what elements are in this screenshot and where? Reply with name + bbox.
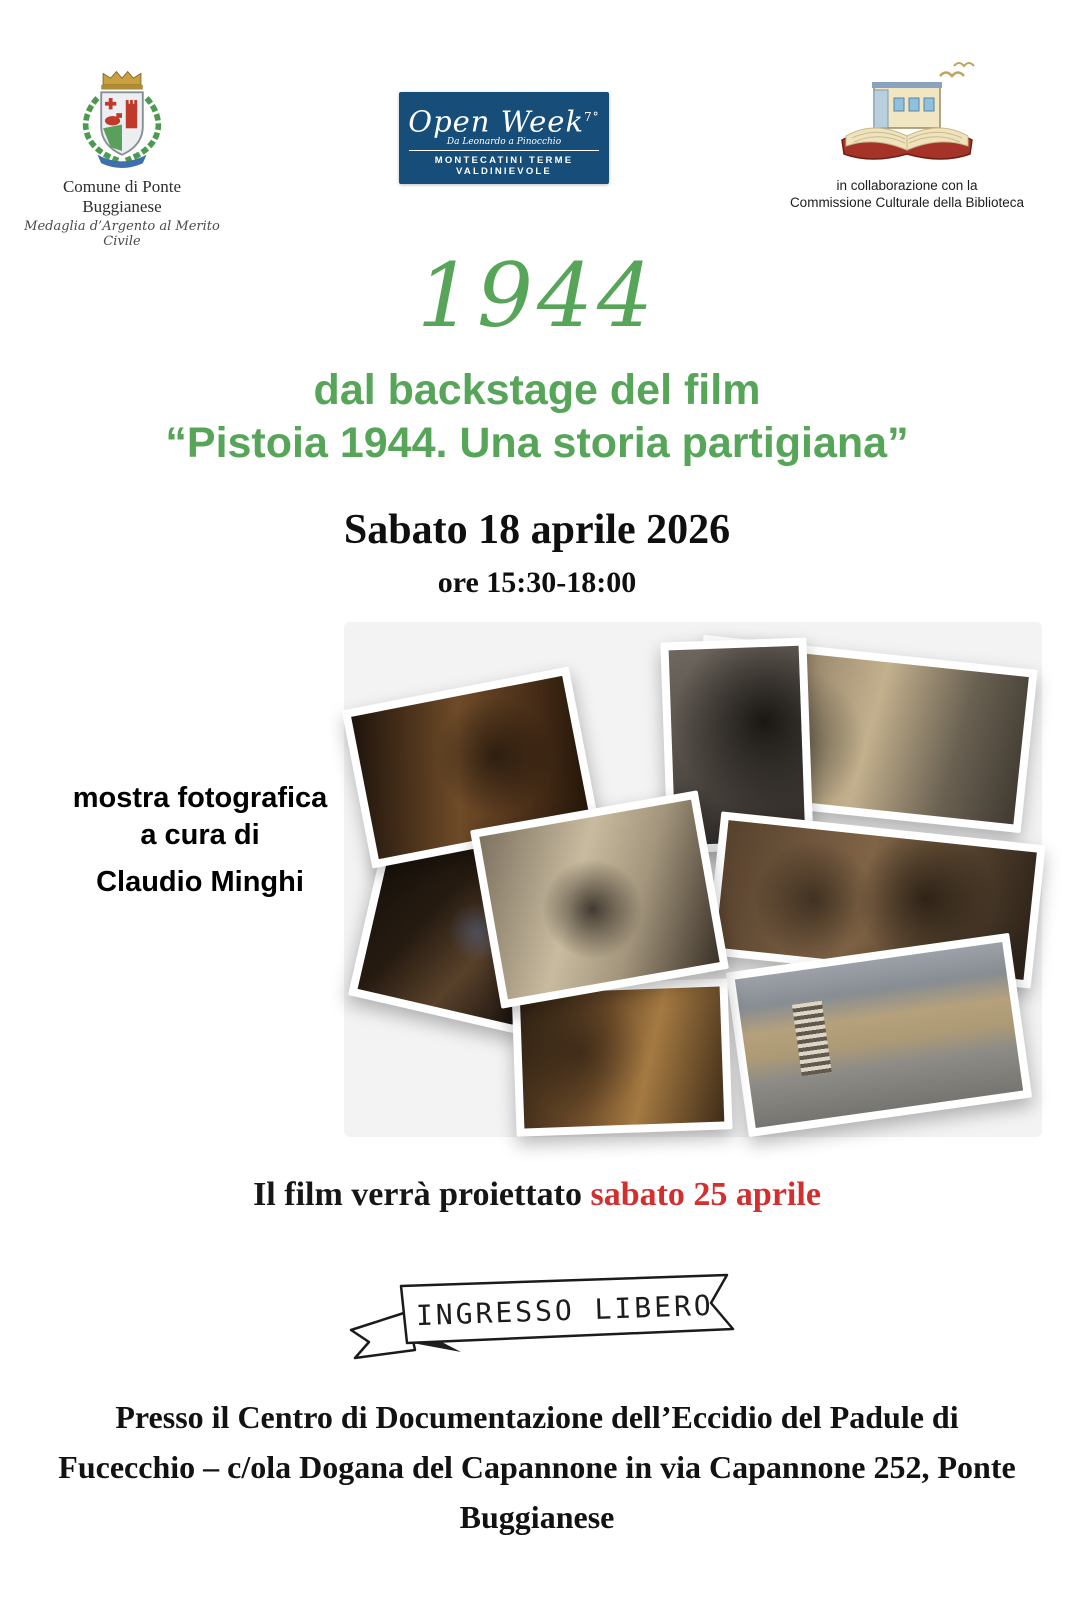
biblioteca-line2: Commissione Culturale della Biblioteca: [789, 195, 1025, 210]
comune-logo-block: [22, 64, 222, 249]
headline-line1: dal backstage del film: [313, 366, 761, 414]
open-week-subtitle: Da Leonardo a Pinocchio: [446, 136, 562, 147]
free-entry-label: INGRESSO LIBERO: [415, 1288, 715, 1333]
event-time: ore 15:30-18:00: [437, 566, 637, 599]
photo-tavern-clapperboard-image: [520, 987, 725, 1129]
free-entry-banner: [335, 1270, 745, 1365]
exhibit-curator: Claudio Minghi: [96, 866, 304, 898]
photo-piazza-pistoia: [726, 933, 1032, 1137]
ribbon-banner-icon: [335, 1270, 745, 1365]
open-week-band: MONTECATINI TERME VALDINIEVOLE: [434, 154, 574, 177]
open-week-divider: [409, 150, 599, 151]
venue-line2: Fucecchio – c/ola Dogana del Capannone in via Capannone 252, Ponte: [58, 1449, 1016, 1485]
screening-date: sabato 25 aprile: [590, 1176, 821, 1213]
venue-line3: Buggianese: [459, 1499, 615, 1535]
biblioteca-line1: in collaborazione con la: [836, 178, 978, 193]
headline-line2: “Pistoia 1944. Una storia partigiana”: [165, 419, 909, 467]
photo-man-newspaper: [470, 790, 729, 1008]
comune-coat-of-arms-icon: [62, 64, 182, 168]
photo-man-newspaper-image: [479, 800, 719, 1000]
screening-announcement: [0, 1176, 1074, 1214]
photo-collage: [344, 622, 1042, 1137]
screening-text: Il film verrà proiettato: [253, 1176, 591, 1213]
exhibit-line2: a cura di: [140, 819, 260, 851]
headline: [0, 364, 1074, 470]
photo-piazza-pistoia-image: [735, 942, 1023, 1128]
open-week-title: Open Week$^{7^\circ}$: [408, 104, 600, 139]
venue-address: [0, 1392, 1074, 1542]
biblioteca-book-icon: [822, 62, 992, 172]
exhibit-line1: mostra fotografica: [72, 782, 328, 814]
open-week-edition: 7°: [584, 110, 600, 124]
comune-motto: Medaglia d’Argento al Merito Civile: [24, 219, 220, 249]
open-week-logo: [399, 92, 609, 184]
venue-line1: Presso il Centro di Documentazione dell’Eccidio del Padule di: [115, 1399, 959, 1435]
exhibit-caption: [45, 780, 355, 901]
biblioteca-logo-block: [770, 62, 1044, 211]
comune-name: Comune di Ponte Buggianese: [62, 177, 182, 216]
title-year: 1944: [417, 244, 657, 347]
photo-tavern-clapperboard: [511, 978, 732, 1136]
event-date: Sabato 18 aprile 2026: [343, 507, 731, 553]
